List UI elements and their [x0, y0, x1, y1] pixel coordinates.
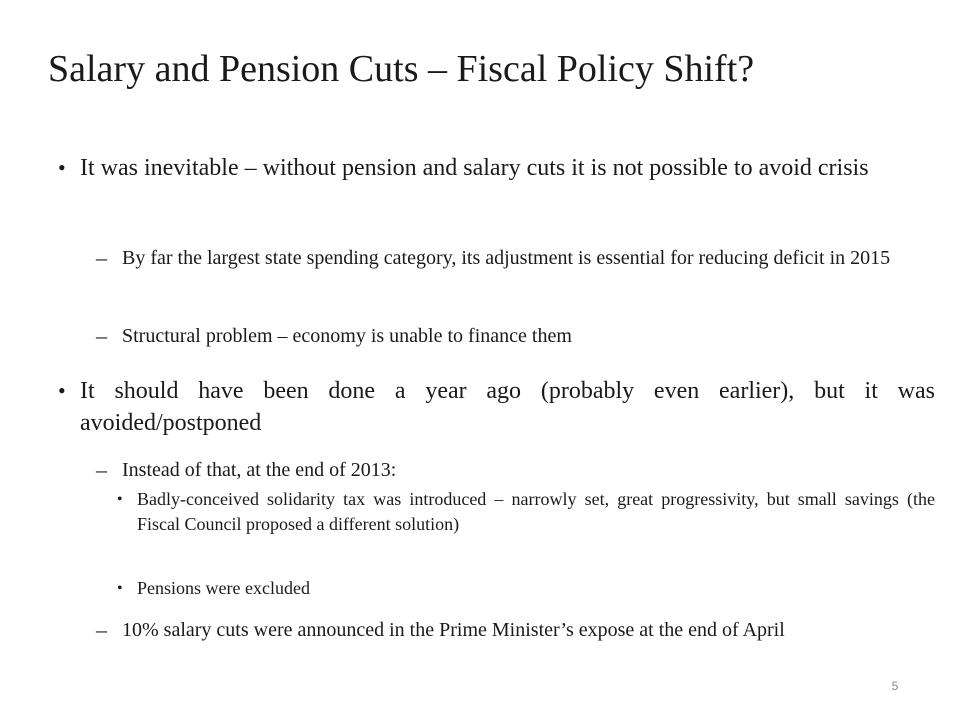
bullet-level3: [117, 576, 935, 601]
bullet-text: By far the largest state spending category, its adjustment is essential for reducing deficit in 2015: [122, 247, 891, 269]
bullet-level3: [117, 487, 935, 537]
bullet-level2: [96, 617, 935, 643]
bullet-text: It was inevitable – without pension and salary cuts it is not possible to avoid crisis: [80, 155, 869, 181]
bullet-text: Structural problem – economy is unable to finance them: [122, 325, 572, 347]
bullet-text: It should have been done a year ago (probably even earlier), but it was avoided/postponed: [80, 378, 935, 436]
dash-icon: –: [96, 457, 107, 482]
page-number: 5: [891, 679, 899, 693]
bullet-text: Instead of that, at the end of 2013:: [122, 459, 397, 481]
bullet-dot-icon: •: [58, 155, 66, 180]
bullet-level2: [96, 245, 935, 271]
dash-icon: –: [96, 617, 107, 642]
slide-title: Salary and Pension Cuts – Fiscal Policy Shift?: [48, 48, 755, 90]
dash-icon: –: [96, 323, 107, 348]
bullet-level2: [96, 457, 935, 483]
bullet-dot-icon: •: [117, 580, 123, 597]
bullet-text: 10% salary cuts were announced in the Prime Minister’s expose at the end of April: [122, 619, 785, 641]
bullet-dot-icon: •: [58, 378, 66, 403]
bullet-text: Pensions were excluded: [137, 578, 310, 598]
bullet-text: Badly-conceived solidarity tax was introduced – narrowly set, great progressivity, but small savings (the Fiscal Council proposed a different solution): [137, 489, 935, 534]
bullet-level1: [58, 152, 935, 184]
dash-icon: –: [96, 245, 107, 270]
bullet-level1: [58, 375, 935, 439]
bullet-dot-icon: •: [117, 491, 123, 508]
bullet-level2: [96, 323, 935, 349]
